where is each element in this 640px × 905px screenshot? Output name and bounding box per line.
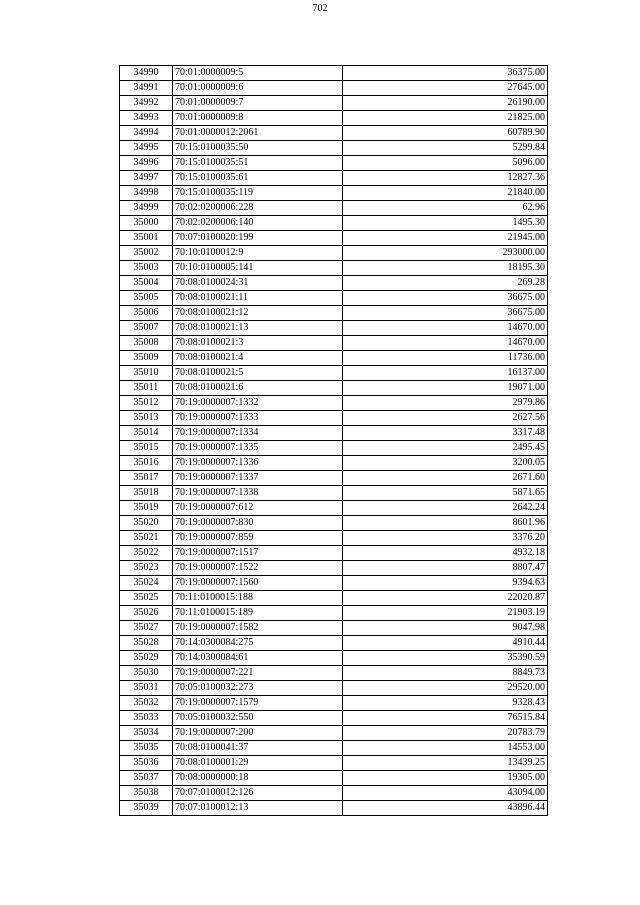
table-row (120, 126, 548, 141)
cadastral-number-cell: 70:08:0100024:31 (173, 276, 343, 291)
row-number-cell: 35032 (120, 696, 173, 711)
value-cell: 35390.59 (343, 651, 548, 666)
row-number-cell: 35006 (120, 306, 173, 321)
row-number-cell: 35038 (120, 786, 173, 801)
value-cell: 3200.05 (343, 456, 548, 471)
table-row (120, 561, 548, 576)
cadastral-number-cell: 70:08:0100021:4 (173, 351, 343, 366)
row-number-cell: 35028 (120, 636, 173, 651)
table-row (120, 321, 548, 336)
value-cell: 76515.84 (343, 711, 548, 726)
table-row (120, 411, 548, 426)
cadastral-number-cell: 70:08:0000000:18 (173, 771, 343, 786)
cadastral-number-cell: 70:01:0000009:8 (173, 111, 343, 126)
row-number-cell: 35039 (120, 801, 173, 816)
row-number-cell: 35036 (120, 756, 173, 771)
cadastral-number-cell: 70:19:0000007:1522 (173, 561, 343, 576)
value-cell: 9047.98 (343, 621, 548, 636)
row-number-cell: 35002 (120, 246, 173, 261)
row-number-cell: 35034 (120, 726, 173, 741)
table-row (120, 81, 548, 96)
table-row (120, 741, 548, 756)
cadastral-number-cell: 70:07:0100012:13 (173, 801, 343, 816)
cadastral-number-cell: 70:15:0100035:51 (173, 156, 343, 171)
row-number-cell: 35011 (120, 381, 173, 396)
table-row (120, 546, 548, 561)
value-cell: 43094.00 (343, 786, 548, 801)
cadastral-number-cell: 70:08:0100001:29 (173, 756, 343, 771)
row-number-cell: 35025 (120, 591, 173, 606)
row-number-cell: 35024 (120, 576, 173, 591)
value-cell: 2671.60 (343, 471, 548, 486)
table-row (120, 261, 548, 276)
row-number-cell: 35003 (120, 261, 173, 276)
value-cell: 19071.00 (343, 381, 548, 396)
value-cell: 2627.56 (343, 411, 548, 426)
row-number-cell: 35019 (120, 501, 173, 516)
cadastral-number-cell: 70:08:0100021:3 (173, 336, 343, 351)
value-cell: 8807.47 (343, 561, 548, 576)
cadastral-number-cell: 70:19:0000007:859 (173, 531, 343, 546)
value-cell: 5096.00 (343, 156, 548, 171)
cadastral-number-cell: 70:02:0200006:228 (173, 201, 343, 216)
value-cell: 21825.00 (343, 111, 548, 126)
cadastral-value-table (119, 65, 548, 816)
row-number-cell: 35035 (120, 741, 173, 756)
row-number-cell: 35020 (120, 516, 173, 531)
table-row (120, 756, 548, 771)
cadastral-number-cell: 70:19:0000007:1336 (173, 456, 343, 471)
value-cell: 4910.44 (343, 636, 548, 651)
cadastral-number-cell: 70:01:0000009:6 (173, 81, 343, 96)
cadastral-number-cell: 70:19:0000007:1332 (173, 396, 343, 411)
table-row (120, 771, 548, 786)
row-number-cell: 35001 (120, 231, 173, 246)
table-row (120, 141, 548, 156)
table-row (120, 156, 548, 171)
table-row (120, 501, 548, 516)
cadastral-number-cell: 70:19:0000007:1335 (173, 441, 343, 456)
row-number-cell: 35009 (120, 351, 173, 366)
row-number-cell: 34991 (120, 81, 173, 96)
value-cell: 4932.18 (343, 546, 548, 561)
cadastral-number-cell: 70:19:0000007:200 (173, 726, 343, 741)
cadastral-number-cell: 70:19:0000007:1337 (173, 471, 343, 486)
table-row (120, 666, 548, 681)
row-number-cell: 35014 (120, 426, 173, 441)
cadastral-number-cell: 70:19:0000007:1560 (173, 576, 343, 591)
table-row (120, 606, 548, 621)
value-cell: 5299.84 (343, 141, 548, 156)
row-number-cell: 35027 (120, 621, 173, 636)
row-number-cell: 35023 (120, 561, 173, 576)
value-cell: 5871.65 (343, 486, 548, 501)
table-row (120, 471, 548, 486)
table-row (120, 681, 548, 696)
table-row (120, 231, 548, 246)
row-number-cell: 35022 (120, 546, 173, 561)
table-row (120, 291, 548, 306)
table-row (120, 381, 548, 396)
value-cell: 29520.00 (343, 681, 548, 696)
value-cell: 27645.00 (343, 81, 548, 96)
value-cell: 9328.43 (343, 696, 548, 711)
value-cell: 269.28 (343, 276, 548, 291)
value-cell: 14670.00 (343, 336, 548, 351)
table-row (120, 111, 548, 126)
cadastral-number-cell: 70:08:0100021:13 (173, 321, 343, 336)
cadastral-number-cell: 70:01:0000009:5 (173, 66, 343, 81)
value-cell: 2642.24 (343, 501, 548, 516)
row-number-cell: 35016 (120, 456, 173, 471)
row-number-cell: 35004 (120, 276, 173, 291)
cadastral-number-cell: 70:08:0100021:6 (173, 381, 343, 396)
row-number-cell: 35013 (120, 411, 173, 426)
cadastral-number-cell: 70:08:0100041:37 (173, 741, 343, 756)
cadastral-number-cell: 70:10:0100005:141 (173, 261, 343, 276)
table-row (120, 516, 548, 531)
row-number-cell: 35037 (120, 771, 173, 786)
cadastral-number-cell: 70:19:0000007:1334 (173, 426, 343, 441)
row-number-cell: 35018 (120, 486, 173, 501)
value-cell: 21840.00 (343, 186, 548, 201)
cadastral-number-cell: 70:02:0200006:140 (173, 216, 343, 231)
row-number-cell: 35029 (120, 651, 173, 666)
table-row (120, 786, 548, 801)
row-number-cell: 35030 (120, 666, 173, 681)
row-number-cell: 35012 (120, 396, 173, 411)
table-row (120, 531, 548, 546)
row-number-cell: 35005 (120, 291, 173, 306)
table-body (120, 66, 548, 816)
table-row (120, 351, 548, 366)
row-number-cell: 35008 (120, 336, 173, 351)
row-number-cell: 35026 (120, 606, 173, 621)
cadastral-number-cell: 70:15:0100035:50 (173, 141, 343, 156)
table-row (120, 441, 548, 456)
value-cell: 36675.00 (343, 306, 548, 321)
table-row (120, 486, 548, 501)
row-number-cell: 35007 (120, 321, 173, 336)
cadastral-number-cell: 70:14:0300084:61 (173, 651, 343, 666)
table-row (120, 636, 548, 651)
value-cell: 9394.63 (343, 576, 548, 591)
cadastral-number-cell: 70:19:0000007:1582 (173, 621, 343, 636)
row-number-cell: 35000 (120, 216, 173, 231)
table-row (120, 711, 548, 726)
cadastral-number-cell: 70:19:0000007:221 (173, 666, 343, 681)
table-row (120, 801, 548, 816)
table-row (120, 66, 548, 81)
cadastral-number-cell: 70:01:0000012:2061 (173, 126, 343, 141)
value-cell: 21903.19 (343, 606, 548, 621)
row-number-cell: 35031 (120, 681, 173, 696)
value-cell: 62.96 (343, 201, 548, 216)
cadastral-number-cell: 70:05:0100032:550 (173, 711, 343, 726)
cadastral-number-cell: 70:19:0000007:1333 (173, 411, 343, 426)
cadastral-number-cell: 70:08:0100021:11 (173, 291, 343, 306)
cadastral-number-cell: 70:15:0100035:119 (173, 186, 343, 201)
table-row (120, 651, 548, 666)
table-row (120, 246, 548, 261)
cadastral-number-cell: 70:19:0000007:612 (173, 501, 343, 516)
value-cell: 2979.86 (343, 396, 548, 411)
value-cell: 1495.30 (343, 216, 548, 231)
table-row (120, 396, 548, 411)
row-number-cell: 34990 (120, 66, 173, 81)
value-cell: 36375.00 (343, 66, 548, 81)
row-number-cell: 34992 (120, 96, 173, 111)
table-row (120, 696, 548, 711)
cadastral-number-cell: 70:11:0100015:189 (173, 606, 343, 621)
table-row (120, 216, 548, 231)
row-number-cell: 35017 (120, 471, 173, 486)
value-cell: 2495.45 (343, 441, 548, 456)
row-number-cell: 35010 (120, 366, 173, 381)
cadastral-number-cell: 70:07:0100012:126 (173, 786, 343, 801)
value-cell: 26190.00 (343, 96, 548, 111)
row-number-cell: 35033 (120, 711, 173, 726)
table-row (120, 426, 548, 441)
value-cell: 13439.25 (343, 756, 548, 771)
cadastral-number-cell: 70:11:0100015:188 (173, 591, 343, 606)
cadastral-number-cell: 70:08:0100021:5 (173, 366, 343, 381)
value-cell: 14553.00 (343, 741, 548, 756)
table-row (120, 201, 548, 216)
cadastral-number-cell: 70:08:0100021:12 (173, 306, 343, 321)
value-cell: 36675.00 (343, 291, 548, 306)
value-cell: 293000.00 (343, 246, 548, 261)
row-number-cell: 34999 (120, 201, 173, 216)
row-number-cell: 34995 (120, 141, 173, 156)
cadastral-number-cell: 70:10:0100012:9 (173, 246, 343, 261)
cadastral-number-cell: 70:19:0000007:830 (173, 516, 343, 531)
value-cell: 20783.79 (343, 726, 548, 741)
row-number-cell: 35015 (120, 441, 173, 456)
value-cell: 43896.44 (343, 801, 548, 816)
cadastral-number-cell: 70:05:0100032:273 (173, 681, 343, 696)
cadastral-number-cell: 70:07:0100020:199 (173, 231, 343, 246)
cadastral-number-cell: 70:14:0300084:275 (173, 636, 343, 651)
table-row (120, 621, 548, 636)
value-cell: 22020.87 (343, 591, 548, 606)
table-row (120, 276, 548, 291)
table-row (120, 336, 548, 351)
table-row (120, 186, 548, 201)
cadastral-number-cell: 70:19:0000007:1517 (173, 546, 343, 561)
value-cell: 14670.00 (343, 321, 548, 336)
table-row (120, 456, 548, 471)
value-cell: 19305.00 (343, 771, 548, 786)
cadastral-number-cell: 70:15:0100035:61 (173, 171, 343, 186)
table-row (120, 96, 548, 111)
table-row (120, 591, 548, 606)
table-row (120, 171, 548, 186)
value-cell: 60789.90 (343, 126, 548, 141)
row-number-cell: 34994 (120, 126, 173, 141)
table-row (120, 366, 548, 381)
row-number-cell: 34997 (120, 171, 173, 186)
value-cell: 8601.96 (343, 516, 548, 531)
table-row (120, 726, 548, 741)
value-cell: 16137.00 (343, 366, 548, 381)
cadastral-number-cell: 70:01:0000009:7 (173, 96, 343, 111)
cadastral-number-cell: 70:19:0000007:1579 (173, 696, 343, 711)
value-cell: 11736.00 (343, 351, 548, 366)
row-number-cell: 34996 (120, 156, 173, 171)
value-cell: 3317.48 (343, 426, 548, 441)
page-number: 702 (312, 3, 328, 14)
table-row (120, 306, 548, 321)
table-row (120, 576, 548, 591)
cadastral-number-cell: 70:19:0000007:1338 (173, 486, 343, 501)
row-number-cell: 35021 (120, 531, 173, 546)
row-number-cell: 34998 (120, 186, 173, 201)
value-cell: 18195.30 (343, 261, 548, 276)
value-cell: 3376.20 (343, 531, 548, 546)
value-cell: 12827.36 (343, 171, 548, 186)
value-cell: 8849.73 (343, 666, 548, 681)
value-cell: 21945.00 (343, 231, 548, 246)
row-number-cell: 34993 (120, 111, 173, 126)
